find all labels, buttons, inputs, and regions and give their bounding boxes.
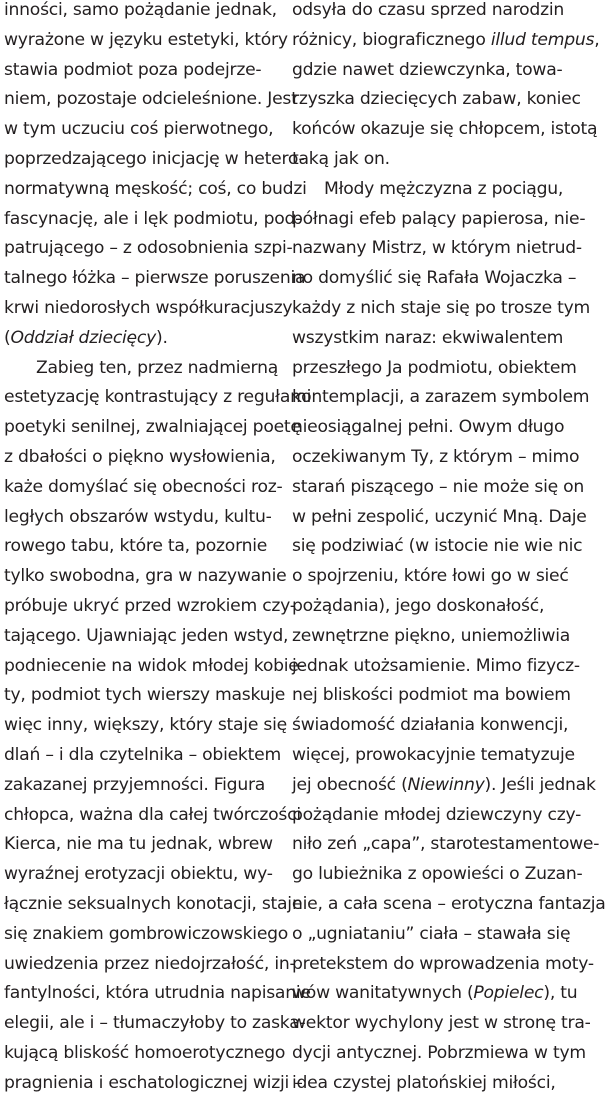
text-line: się znakiem gombrowiczowskiego <box>4 923 289 944</box>
text-line: próbuje ukryć przed wzrokiem czy- <box>4 595 296 616</box>
text-fragment: , <box>594 29 600 50</box>
text-line: tającego. Ujawniając jeden wstyd, <box>4 625 289 646</box>
text-line: starań piszącego – nie może się on <box>292 476 585 497</box>
text-line: w pełni zespolić, uczynić Mną. Daje <box>292 506 587 527</box>
text-line: kującą bliskość homoerotycznego <box>4 1042 286 1063</box>
text-column-right <box>292 0 606 1098</box>
text-line: półnagi efeb palący papierosa, nie- <box>292 208 586 229</box>
text-line: zewnętrzne piękno, uniemożliwia <box>292 625 571 646</box>
text-line <box>4 324 276 354</box>
text-line: uwiedzenia przez niedojrzałość, in- <box>4 953 296 974</box>
text-line: oczekiwanym Ty, z którym – mimo <box>292 446 580 467</box>
text-fragment: ( <box>4 327 11 348</box>
text-line: talnego łóżka – pierwsze poruszenia <box>4 268 306 289</box>
text-line: kontemplacji, a zarazem symbolem <box>292 387 590 408</box>
italic-title: Oddział dziecięcy <box>10 327 156 348</box>
text-line: no domyślić się Rafała Wojaczka – <box>292 268 577 289</box>
text-line: patrującego – z odosobnienia szpi- <box>4 238 293 259</box>
text-line: idea czystej platońskiej miłości, <box>292 1072 556 1093</box>
text-fragment: ), tu <box>543 983 578 1004</box>
text-line: świadomość działania konwencji, <box>292 715 569 736</box>
text-line: chłopca, ważna dla całej twórczości <box>4 804 301 825</box>
text-line <box>292 771 596 801</box>
text-line: odsyła do czasu sprzed narodzin <box>292 0 565 20</box>
text-line: nej bliskości podmiot ma bowiem <box>292 685 571 706</box>
text-line: więcej, prowokacyjnie tematyzuje <box>292 744 575 765</box>
text-line: wyraźnej erotyzacji obiektu, wy- <box>4 864 273 885</box>
text-fragment: różnicy, biograficznego <box>292 29 491 50</box>
text-line: niem, pozostaje odcieleśnione. Jest <box>4 89 298 110</box>
text-line: stawia podmiot poza podejrze- <box>4 59 262 80</box>
text-line: wektor wychylony jest w stronę tra- <box>292 1013 591 1034</box>
text-line: pragnienia i eschatologicznej wizji – <box>4 1072 303 1093</box>
text-line: dycji antycznej. Pobrzmiewa w tym <box>292 1042 586 1063</box>
text-line: o spojrzeniu, które łowi go w sieć <box>292 566 569 587</box>
italic-title: Popielec <box>473 983 544 1004</box>
text-line: go lubieżnika z opowieści o Zuzan- <box>292 864 583 885</box>
text-line: Kierca, nie ma tu jednak, wbrew <box>4 834 273 855</box>
text-line: tylko swobodna, gra w nazywanie <box>4 566 287 587</box>
text-line: gdzie nawet dziewczynka, towa- <box>292 59 563 80</box>
text-line: fascynację, ale i lęk podmiotu, pod- <box>4 208 302 229</box>
text-line: wyrażone w języku estetyki, który <box>4 29 288 50</box>
text-line: każdy z nich staje się po trosze tym <box>292 297 591 318</box>
text-line: rzyszka dziecięcych zabaw, koniec <box>292 89 581 110</box>
text-line: taką jak on. <box>292 148 390 169</box>
text-line: się podziwiać (w istocie nie wie nic <box>292 536 583 557</box>
text-column-left <box>4 0 312 1098</box>
text-line: Młody mężczyzna z pociągu, <box>324 178 564 199</box>
text-line: podniecenie na widok młodej kobie- <box>4 655 305 676</box>
italic-title: Niewinny <box>407 774 485 795</box>
text-line: pretekstem do wprowadzenia moty- <box>292 953 594 974</box>
text-line: normatywną męskość; coś, co budzi <box>4 178 307 199</box>
text-line: łącznie seksualnych konotacji, staje <box>4 893 303 914</box>
text-line: dlań – i dla czytelnika – obiektem <box>4 744 281 765</box>
text-line: ty, podmiot tych wierszy maskuje <box>4 685 286 706</box>
text-line: o „ugniataniu” ciała – stawała się <box>292 923 571 944</box>
text-line: nie, a cała scena – erotyczna fantazja <box>292 893 606 914</box>
text-line: poprzedzającego inicjację w hetero- <box>4 148 305 169</box>
text-line: elegii, ale i – tłumaczyłoby to zaska- <box>4 1013 306 1034</box>
text-line: z dbałości o piękno wysłowienia, <box>4 446 276 467</box>
text-line: ległych obszarów wstydu, kultu- <box>4 506 272 527</box>
text-line: wszystkim naraz: ekwiwalentem <box>292 327 564 348</box>
text-line: pożądania), jego doskonałość, <box>292 595 545 616</box>
text-line: inności, samo pożądanie jednak, <box>4 0 277 20</box>
text-line: zakazanej przyjemności. Figura <box>4 774 266 795</box>
text-line: niło zeń „capa”, starotestamentowe- <box>292 834 600 855</box>
text-line: każe domyślać się obecności roz- <box>4 476 283 497</box>
text-line: pożądanie młodej dziewczyny czy- <box>292 804 582 825</box>
text-line <box>292 26 600 56</box>
text-line: estetyzację kontrastujący z regułami <box>4 387 312 408</box>
text-fragment: ). Jeśli jednak <box>484 774 596 795</box>
text-line: rowego tabu, które ta, pozornie <box>4 536 268 557</box>
text-line: nieosiągalnej pełni. Owym długo <box>292 417 565 438</box>
italic-title: illud tempus <box>490 29 595 50</box>
text-line: poetyki senilnej, zwalniającej poetę <box>4 417 301 438</box>
text-line: fantylności, która utrudnia napisanie <box>4 983 311 1004</box>
text-line: krwi niedorosłych współkuracjuszy <box>4 297 293 318</box>
text-line: przeszłego Ja podmiotu, obiektem <box>292 357 577 378</box>
text-line: w tym uczuciu coś pierwotnego, <box>4 119 274 140</box>
text-fragment: jej obecność ( <box>292 774 408 795</box>
text-line: Zabieg ten, przez nadmierną <box>36 357 278 378</box>
text-line: końców okazuje się chłopcem, istotą <box>292 119 598 140</box>
text-fragment: wów wanitatywnych ( <box>292 983 474 1004</box>
text-line: nazwany Mistrz, w którym nietrud- <box>292 238 582 259</box>
text-line: więc inny, większy, który staje się <box>4 715 287 736</box>
text-line <box>292 979 578 1009</box>
text-line: jednak utożsamienie. Mimo fizycz- <box>292 655 580 676</box>
text-fragment: ). <box>156 327 168 348</box>
